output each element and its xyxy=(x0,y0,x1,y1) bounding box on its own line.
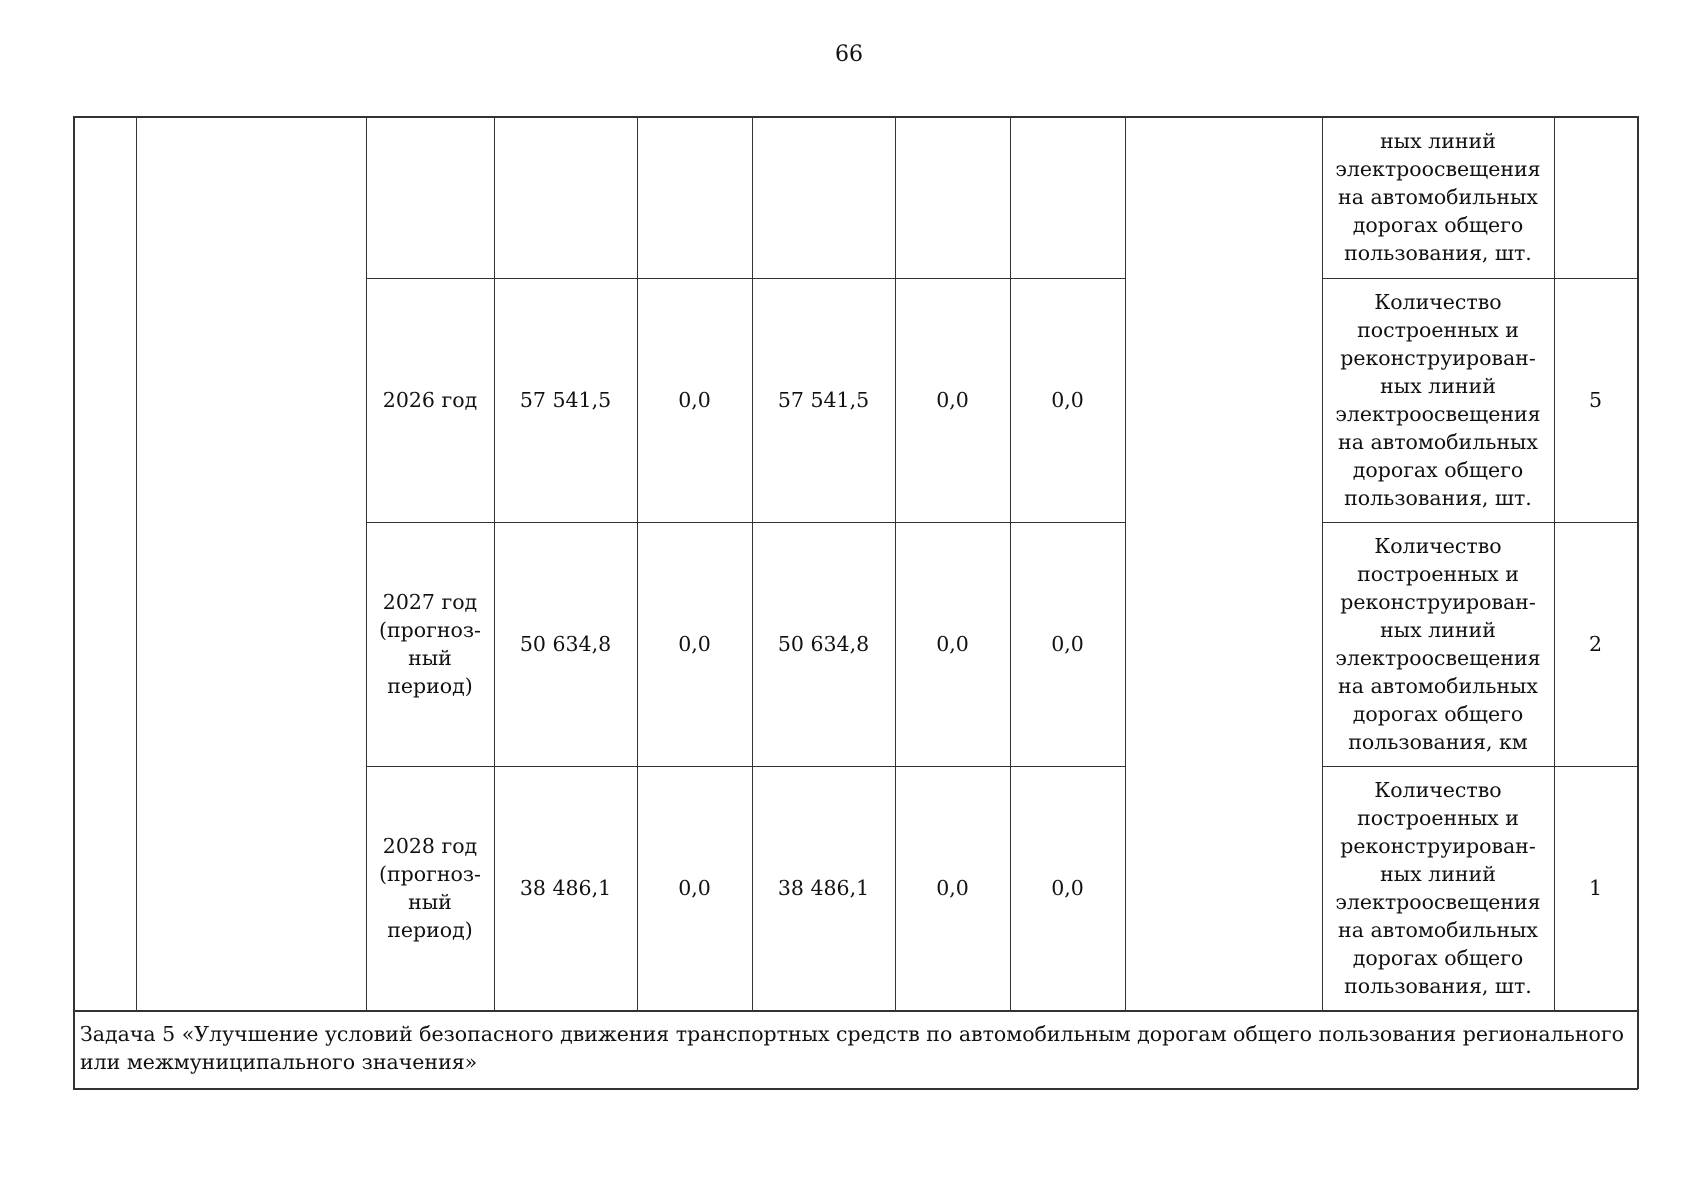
cell-c1 xyxy=(637,522,752,766)
cell-c3 xyxy=(895,278,1010,522)
row-divider xyxy=(1322,522,1637,523)
column-divider xyxy=(136,116,137,1010)
c4-text: 0,0 xyxy=(1051,388,1084,412)
row-divider xyxy=(73,1010,1638,1012)
cell-total xyxy=(494,278,637,522)
row-divider xyxy=(366,522,1126,523)
table-border xyxy=(73,116,1638,118)
year-text: 2028 год (прогноз- ный период) xyxy=(379,834,481,942)
cell-c2 xyxy=(752,766,895,1010)
year-text: 2026 год xyxy=(382,388,478,412)
cell-c2 xyxy=(752,522,895,766)
value-text: 2 xyxy=(1588,632,1603,656)
cell-c4 xyxy=(1010,522,1125,766)
value-text: 1 xyxy=(1588,876,1603,900)
indicator-text: Количество построенных и реконструирован- ных линий электроосвещения на автомобильных дорогах общего пользования, км xyxy=(1335,534,1541,754)
cell-c2 xyxy=(752,278,895,522)
column-divider xyxy=(494,116,495,1010)
indicator-text: Количество построенных и реконструирован- ных линий электроосвещения на автомобильных дорогах общего пользования, шт. xyxy=(1335,290,1541,510)
total-text: 50 634,8 xyxy=(519,632,612,656)
total-text: 57 541,5 xyxy=(519,388,612,412)
table-border xyxy=(73,1088,1638,1090)
cell-year xyxy=(366,766,494,1010)
table-border xyxy=(73,116,75,1089)
cell-c1 xyxy=(637,278,752,522)
cell-indicator xyxy=(1322,522,1554,766)
cell-c3 xyxy=(895,766,1010,1010)
row-divider xyxy=(366,278,1126,279)
total-text: 38 486,1 xyxy=(519,876,612,900)
indicator-cell xyxy=(1322,116,1554,278)
indicator-text: ных линий электроосвещения на автомобильных дорогах общего пользования, шт. xyxy=(1335,129,1541,265)
c3-text: 0,0 xyxy=(936,388,969,412)
cell-c4 xyxy=(1010,766,1125,1010)
table-border xyxy=(1637,116,1639,1089)
cell-value xyxy=(1554,766,1637,1010)
year-text: 2027 год (прогноз- ный период) xyxy=(379,590,481,698)
indicator-text: Количество построенных и реконструирован- ных линий электроосвещения на автомобильных дорогах общего пользования, шт. xyxy=(1335,778,1541,998)
cell-year xyxy=(366,278,494,522)
c2-text: 38 486,1 xyxy=(777,876,870,900)
c3-text: 0,0 xyxy=(936,632,969,656)
column-divider xyxy=(752,116,753,1010)
page-number: 66 xyxy=(835,42,863,67)
column-divider xyxy=(1322,116,1323,1010)
c4-text: 0,0 xyxy=(1051,876,1084,900)
cell-total xyxy=(494,522,637,766)
c2-text: 57 541,5 xyxy=(777,388,870,412)
c2-text: 50 634,8 xyxy=(777,632,870,656)
cell-value xyxy=(1554,522,1637,766)
cell-c4 xyxy=(1010,278,1125,522)
c1-text: 0,0 xyxy=(678,632,711,656)
c4-text: 0,0 xyxy=(1051,632,1084,656)
column-divider xyxy=(1010,116,1011,1010)
column-divider xyxy=(1125,116,1126,1010)
c3-text: 0,0 xyxy=(936,876,969,900)
cell-indicator xyxy=(1322,766,1554,1010)
cell-c1 xyxy=(637,766,752,1010)
cell-total xyxy=(494,766,637,1010)
task-5-heading: Задача 5 «Улучшение условий безопасного движения транспортных средств по автомобильным дорогам общего пользования регионального или межмуниципального значения» xyxy=(80,1022,1624,1074)
column-divider xyxy=(366,116,367,1010)
row-divider xyxy=(1322,766,1637,767)
column-divider xyxy=(895,116,896,1010)
cell-indicator xyxy=(1322,278,1554,522)
c1-text: 0,0 xyxy=(678,388,711,412)
cell-c3 xyxy=(895,522,1010,766)
row-divider xyxy=(366,766,1126,767)
c1-text: 0,0 xyxy=(678,876,711,900)
value-text: 5 xyxy=(1588,388,1603,412)
column-divider xyxy=(1554,116,1555,1010)
row-divider xyxy=(1322,278,1637,279)
cell-value xyxy=(1554,278,1637,522)
cell-year xyxy=(366,522,494,766)
column-divider xyxy=(637,116,638,1010)
